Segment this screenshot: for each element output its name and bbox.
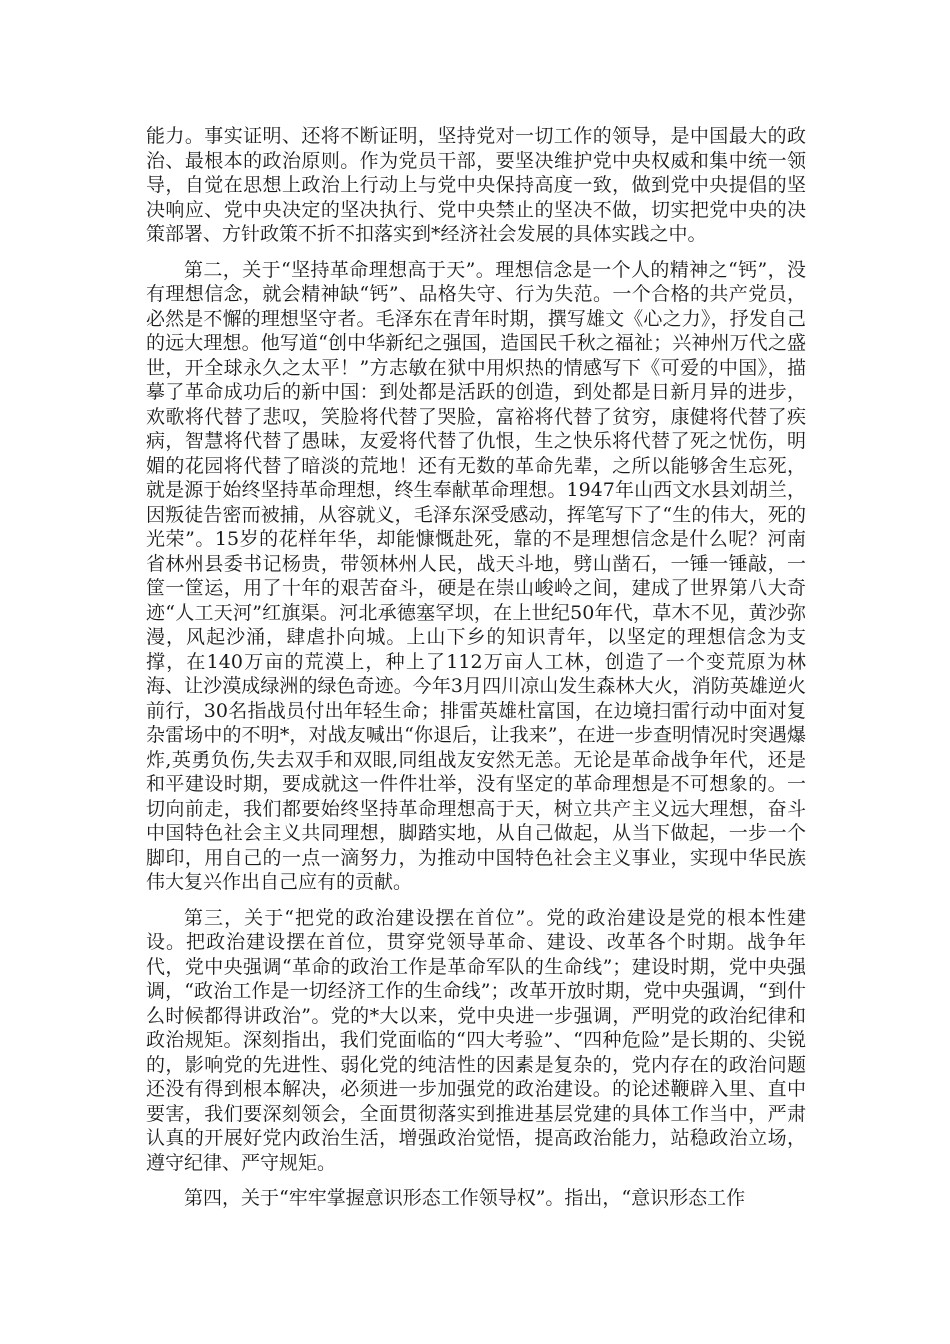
- paragraph-continuation: 能力。事实证明、还将不断证明，坚持党对一切工作的领导，是中国最大的政治、最根本的政治原则。作为党员干部，要坚决维护党中央权威和集中统一领导，自觉在思想上政治上行动上与党中央保持高度一致，做到党中央提倡的坚决响应、党中央决定的坚决执行、党中央禁止的坚决不做，切实把党中央的决策部署、方针政策不折不扣落实到*经济社会发展的具体实践之中。: [146, 125, 806, 245]
- document-page: [146, 124, 806, 1222]
- paragraph-revolutionary-ideals: 第二，关于“坚持革命理想高于天”。理想信念是一个人的精神之“钙”，没有理想信念，就会精神缺“钙”、品格失守、行为失范。一个合格的共产党员，必然是不懈的理想坚守者。毛泽东在青年时期，撰写雄文《心之力》，抒发自己的远大理想。他写道“创中华新纪之强国，造国民千秋之福祉；兴神州万代之盛世，开全球永久之太平！”方志敏在狱中用炽热的情感写下《可爱的中国》，描摹了革命成功后的新中国：到处都是活跃的创造，到处都是日新月异的进步，欢歌将代替了悲叹，笑脸将代替了哭脸，富裕将代替了贫穷，康健将代替了疾病，智慧将代替了愚昧，友爱将代替了仇恨，生之快乐将代替了死之忧伤，明媚的花园将代替了暗淡的荒地！还有无数的革命先辈，之所以能够舍生忘死，就是源于始终坚持革命理想，终生奉献革命理想。1947年山西文水县刘胡兰，因叛徒告密而被捕，从容就义，毛泽东深受感动，挥笔写下了“生的伟大，死的光荣”。15岁的花样年华，却能慷慨赴死，靠的不是理想信念是什么呢？河南省林州县委书记杨贵，带领林州人民，战天斗地，劈山凿石，一锤一锤敲，一筐一筐运，用了十年的艰苦奋斗，硬是在崇山峻岭之间，建成了世界第八大奇迹“人工天河”红旗渠。河北承德塞罕坝，在上世纪50年代，草木不见，黄沙弥漫，风起沙涌，肆虐扑向城。上山下乡的知识青年，以坚定的理想信念为支撑，在140万亩的荒漠上，种上了112万亩人工林，创造了一个变荒原为林海、让沙漠成绿洲的绿色奇迹。今年3月四川凉山发生森林大火，消防英雄逆火前行，30名指战员付出年轻生命；排雷英雄杜富国，在边境扫雷行动中面对复杂雷场中的不明*，对战友喊出“你退后，让我来”，在进一步查明情况时突遇爆炸,英勇负伤,失去双手和双眼,同组战友安然无恙。无论是革命战争年代，还是和平建设时期，要成就这一件件壮举，没有坚定的革命理想是不可想象的。一切向前走，我们都要始终坚持革命理想高于天，树立共产主义远大理想，奋斗中国特色社会主义共同理想，脚踏实地，从自己做起，从当下做起，一步一个脚印，用自己的一点一滴努力，为推动中国特色社会主义事业，实现中华民族伟大复兴作出自己应有的贡献。: [146, 258, 806, 893]
- paragraph-political-construction: 第三，关于“把党的政治建设摆在首位”。党的政治建设是党的根本性建设。把政治建设摆在首位，贯穿党领导革命、建设、改革各个时期。战争年代，党中央强调“革命的政治工作是革命军队的生命线”；建设时期，党中央强调，“政治工作是一切经济工作的生命线”；改革开放时期，党中央强调，“到什么时候都得讲政治”。党的*大以来，党中央进一步强调，严明党的政治纪律和政治规矩。深刻指出，我们党面临的“四大考验”、“四种危险”是长期的、尖锐的，影响党的先进性、弱化党的纯洁性的因素是复杂的，党内存在的政治问题还没有得到根本解决，必须进一步加强党的政治建设。的论述鞭辟入里、直中要害，我们要深刻领会，全面贯彻落实到推进基层党建的具体工作当中，严肃认真的开展好党内政治生活，增强政治觉悟，提高政治能力，站稳政治立场，遵守纪律、严守规矩。: [146, 906, 806, 1174]
- paragraph-ideology-work: 第四，关于“牢牢掌握意识形态工作领导权”。指出，“意识形态工作: [184, 1187, 746, 1209]
